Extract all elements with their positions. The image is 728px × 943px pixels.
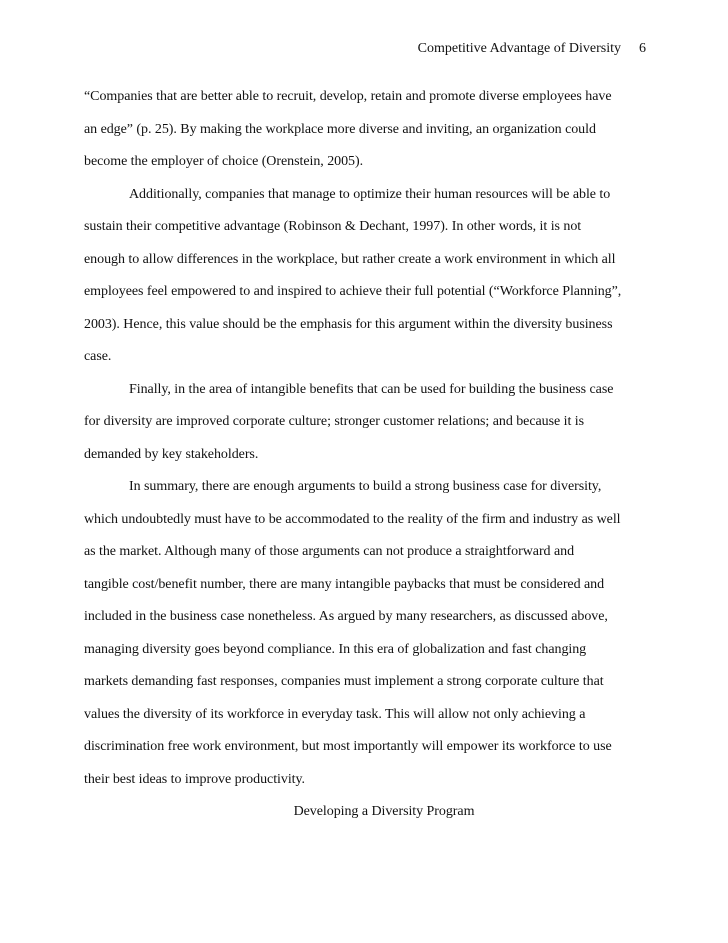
body-text — [84, 88, 654, 836]
running-head — [418, 40, 646, 57]
text-line: 2003). Hence, this value should be the emphasis for this argument within the diversity business — [84, 316, 613, 332]
text-line: enough to allow differences in the workplace, but rather create a work environment in which all — [84, 251, 616, 267]
running-title: Competitive Advantage of Diversity — [417, 41, 621, 56]
text-line: demanded by key stakeholders. — [84, 446, 259, 462]
text-line: values the diversity of its workforce in everyday task. This will allow not only achieving a — [84, 706, 586, 722]
text-line: markets demanding fast responses, companies must implement a strong corporate culture that — [84, 674, 604, 689]
text-line: for diversity are improved corporate culture; stronger customer relations; and because it is — [84, 414, 585, 429]
text-line: discrimination free work environment, but most importantly will empower its workforce to use — [84, 739, 612, 754]
text-line: employees feel empowered to and inspired to achieve their full potential (“Workforce Planning”, — [84, 284, 622, 299]
page-number: 6 — [639, 41, 646, 56]
text-line: their best ideas to improve productivity. — [84, 771, 305, 787]
text-line: case. — [84, 349, 112, 364]
text-line: Finally, in the area of intangible benefits that can be used for building the business case — [129, 381, 614, 397]
text-line: In summary, there are enough arguments to build a strong business case for diversity, — [129, 479, 602, 494]
text-line: Additionally, companies that manage to optimize their human resources will be able to — [129, 186, 611, 202]
text-line: included in the business case nonetheless. As argued by many researchers, as discussed above, — [84, 609, 608, 624]
text-line: which undoubtedly must have to be accommodated to the reality of the firm and industry as well — [84, 511, 621, 527]
text-line: “Companies that are better able to recruit, develop, retain and promote diverse employees have — [84, 89, 612, 104]
text-line: an edge” (p. 25). By making the workplace more diverse and inviting, an organization could — [84, 121, 596, 137]
text-line: tangible cost/benefit number, there are many intangible paybacks that must be considered and — [84, 576, 605, 592]
text-line: managing diversity goes beyond compliance. In this era of globalization and fast changing — [84, 641, 587, 657]
text-line: as the market. Although many of those arguments can not produce a straightforward and — [84, 544, 575, 559]
section-heading: Developing a Diversity Program — [293, 804, 475, 819]
text-line: sustain their competitive advantage (Robinson & Dechant, 1997). In other words, it is not — [84, 219, 582, 234]
text-line: become the employer of choice (Orenstein, 2005). — [84, 154, 364, 169]
